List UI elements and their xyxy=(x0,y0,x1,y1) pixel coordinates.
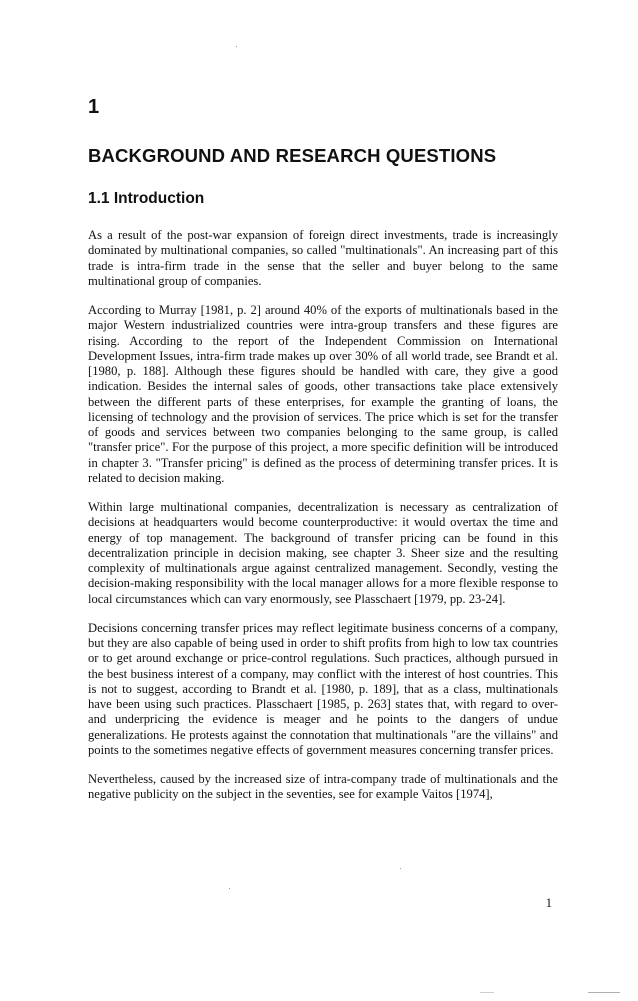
scan-artifact-line xyxy=(480,992,494,993)
paragraph-4: Decisions concerning transfer prices may reflect legitimate business concerns of a company, but they are also capable of being used in order to shift profits from high to low tax countries or to get around exchange or price-control regulations. Such practices, although pursued in the best business interest of a company, may conflict with the interest of host countries. This is not to suggest, according to Brandt et al. [1980, p. 189], that as a class, multinationals have been using such practices. Plasschaert [1985, p. 263] states that, with regard to over- and underpricing the evidence is meager and he points to the dangers of undue generalizations. He protests against the connotation that multinationals "are the villains" and points to the sometimes negative effects of government measures concerning transfer prices. xyxy=(88,620,558,757)
scan-speck xyxy=(236,46,237,47)
chapter-title: BACKGROUND AND RESEARCH QUESTIONS xyxy=(88,145,497,166)
scan-speck xyxy=(229,888,230,889)
page-number: 1 xyxy=(545,896,552,910)
scan-artifact-line xyxy=(588,992,620,993)
paragraph-1: As a result of the post-war expansion of foreign direct investments, trade is increasingly dominated by multinational companies, so called "multinationals". An increasing part of this trade is intra-firm trade in the sense that the seller and buyer belong to the same multinational group of companies. xyxy=(88,228,558,288)
body-text xyxy=(88,228,558,817)
chapter-number: 1 xyxy=(88,96,100,118)
paragraph-3: Within large multinational companies, decentralization is necessary as centralization of decisions at headquarters would become counterproductive: it would overtax the time and energy of top management. The background of transfer pricing can be found in this decentralization principle in decision making, see chapter 3. Sheer size and the resulting complexity of multinationals argue against centralized management. Secondly, vesting the decision-making responsibility with the local manager allows for a more flexible response to local circumstances which can vary enormously, see Plasschaert [1979, pp. 23-24]. xyxy=(88,500,558,606)
section-title: 1.1 Introduction xyxy=(88,190,205,207)
paragraph-2: According to Murray [1981, p. 2] around 40% of the exports of multinationals based in the major Western industrialized countries were intra-group transfers and these figures are rising. According to the report of the Independent Commission on International Development Issues, intra-firm trade makes up over 30% of all world trade, see Brandt et al. [1980, p. 188]. Although these figures should be handled with care, they give a good indication. Besides the internal sales of goods, other transactions take place extensively between the different parts of these enterprises, for example the granting of loans, the licensing of technology and the provision of services. The price which is set for the transfer of goods and services between two companies belonging to the same group, is called "transfer price". For the purpose of this project, a more specific definition will be introduced in chapter 3. "Transfer pricing" is defined as the process of determining transfer prices. It is related to decision making. xyxy=(88,303,558,485)
scan-speck xyxy=(400,868,401,869)
paragraph-5: Nevertheless, caused by the increased size of intra-company trade of multinationals and the negative publicity on the subject in the seventies, see for example Vaitos [1974], xyxy=(88,772,558,802)
